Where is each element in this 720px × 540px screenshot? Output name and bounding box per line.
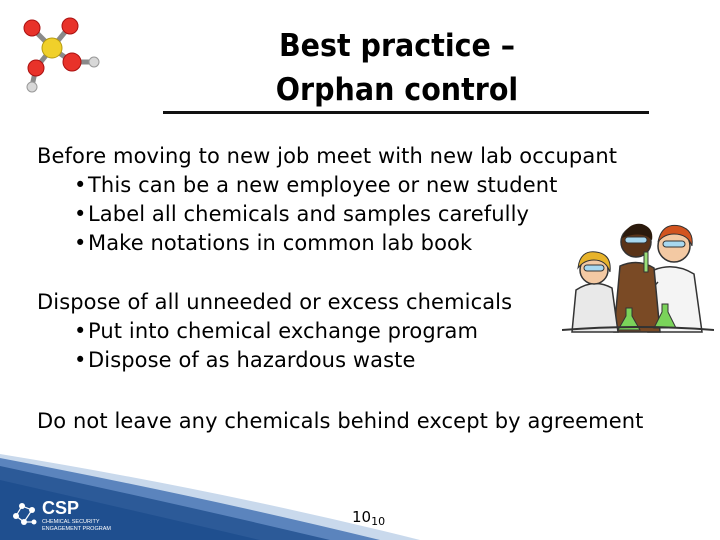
bullet-icon: •: [74, 231, 87, 255]
bullet-item: [37, 346, 707, 375]
section-heading: Do not leave any chemicals behind except by agreement: [37, 409, 644, 433]
bullet-text: Put into chemical exchange program: [88, 319, 479, 343]
title-line-1: Best practice –: [278, 28, 516, 64]
page-number-subscript: 10: [371, 515, 386, 528]
bullet-text: Make notations in common lab book: [88, 231, 473, 255]
title-line-2: Orphan control: [275, 72, 519, 108]
bullet-icon: •: [74, 319, 87, 343]
bullet-text: Label all chemicals and samples carefully: [88, 202, 530, 226]
title-underline: [163, 111, 649, 114]
bullet-text: This can be a new employee or new student: [88, 173, 558, 197]
slide-title: [245, 24, 549, 112]
csp-logo-graphic: [10, 492, 130, 536]
csp-logo: [10, 492, 130, 536]
bullet-icon: •: [74, 202, 87, 226]
logo-tagline-1: CHEMICAL SECURITY: [42, 519, 100, 525]
bullet-text: Dispose of as hazardous waste: [88, 348, 416, 372]
bullet-item: [37, 171, 707, 200]
molecule-icon: [14, 10, 110, 96]
page-number: [352, 508, 385, 528]
logo-tagline-2: ENGAGEMENT PROGRAM: [42, 526, 111, 532]
section-heading: Dispose of all unneeded or excess chemicals: [37, 290, 513, 314]
logo-name: CSP: [42, 498, 80, 518]
bullet-icon: •: [74, 173, 87, 197]
section-heading: Before moving to new job meet with new lab occupant: [37, 144, 618, 168]
page-number-main: 10: [352, 508, 372, 526]
bullet-icon: •: [74, 348, 87, 372]
scientists-clipart-icon: [562, 212, 714, 340]
